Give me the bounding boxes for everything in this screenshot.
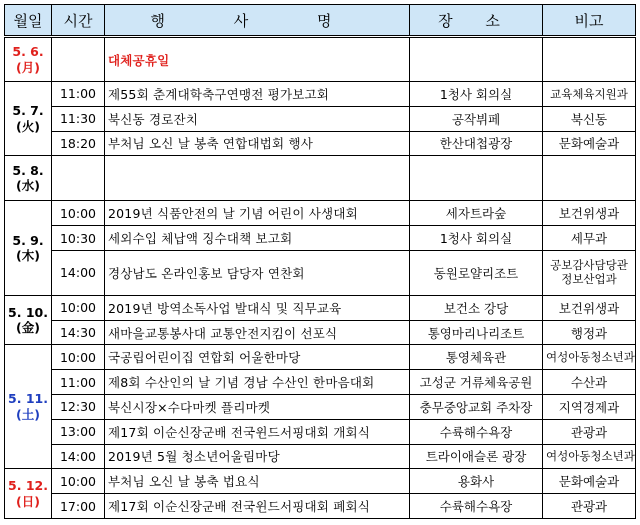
- place-cell: 통영마리나리조트: [410, 320, 543, 345]
- schedule-row: [5, 250, 636, 295]
- schedule-row: [5, 156, 636, 201]
- date-cell: [5, 37, 52, 82]
- event-name: 새마을교통봉사대 교통안전지킴이 선포식: [105, 320, 410, 345]
- department-line: 공보감사담당관: [550, 258, 628, 273]
- department-cell: 지역경제과: [543, 394, 636, 419]
- schedule-row: [5, 82, 636, 107]
- event-name: 부처님 오신 날 봉축 법요식: [105, 469, 410, 494]
- time-cell: 18:20: [52, 131, 105, 156]
- header-date: 월일: [5, 5, 52, 37]
- schedule-row: [5, 295, 636, 320]
- event-name: 제55회 춘계대학축구연맹전 평가보고회: [105, 82, 410, 107]
- time-cell: 10:00: [52, 295, 105, 320]
- date-text: 5. 12.: [8, 478, 48, 494]
- date-text: 5. 11.: [8, 391, 48, 407]
- event-name: 국공립어린이집 연합회 어울한마당: [105, 345, 410, 370]
- date-text: 5. 8.: [12, 162, 44, 178]
- time-cell: 11:00: [52, 82, 105, 107]
- date-text: 5. 10.: [8, 304, 48, 320]
- time-cell: 10:00: [52, 345, 105, 370]
- department-cell: 여성아동청소년과: [543, 444, 636, 469]
- schedule-row: [5, 131, 636, 156]
- event-name: 2019년 5월 청소년어울림마당: [105, 444, 410, 469]
- header-note: 비고: [543, 5, 636, 37]
- department-cell: 행정과: [543, 320, 636, 345]
- weekday-text: (金): [16, 320, 40, 336]
- weekday-text: (水): [16, 178, 40, 194]
- place-cell: 용화사: [410, 469, 543, 494]
- department-cell: [543, 250, 636, 295]
- header-place: 장 소: [410, 5, 543, 37]
- place-cell: 수륙해수욕장: [410, 494, 543, 519]
- schedule-body: [5, 37, 636, 519]
- schedule-row: [5, 469, 636, 494]
- time-cell: 13:00: [52, 419, 105, 444]
- event-name: 제17회 이순신장군배 전국윈드서핑대회 폐회식: [105, 494, 410, 519]
- schedule-row: [5, 394, 636, 419]
- time-cell: 12:30: [52, 394, 105, 419]
- schedule-row: [5, 201, 636, 226]
- time-cell: 14:30: [52, 320, 105, 345]
- place-cell: [410, 37, 543, 82]
- department-cell: 교육체육지원과: [543, 82, 636, 107]
- place-cell: 세자트라숲: [410, 201, 543, 226]
- schedule-row: [5, 444, 636, 469]
- time-cell: 10:30: [52, 226, 105, 251]
- place-cell: 수륙해수욕장: [410, 419, 543, 444]
- time-cell: 10:00: [52, 469, 105, 494]
- event-name: [105, 156, 410, 201]
- department-cell: 관광과: [543, 419, 636, 444]
- event-name: 2019년 식품안전의 날 기념 어린이 사생대회: [105, 201, 410, 226]
- schedule-row: [5, 226, 636, 251]
- weekday-text: (土): [16, 406, 40, 422]
- event-name: 대체공휴일: [105, 37, 410, 82]
- weekday-text: (日): [16, 493, 40, 509]
- schedule-row: [5, 106, 636, 131]
- time-cell: [52, 37, 105, 82]
- department-cell: 문화예술과: [543, 469, 636, 494]
- date-cell: [5, 156, 52, 201]
- time-cell: 17:00: [52, 494, 105, 519]
- department-cell: 보건위생과: [543, 201, 636, 226]
- place-cell: 공작뷔페: [410, 106, 543, 131]
- weekday-text: (木): [16, 248, 40, 264]
- date-text: 5. 7.: [12, 103, 44, 119]
- schedule-table: [4, 4, 636, 519]
- schedule-row: [5, 419, 636, 444]
- header-row: [5, 5, 636, 37]
- time-cell: 11:00: [52, 370, 105, 395]
- event-name: 2019년 방역소독사업 발대식 및 직무교육: [105, 295, 410, 320]
- event-name: 제17회 이순신장군배 전국윈드서핑대회 개회식: [105, 419, 410, 444]
- date-text: 5. 6.: [12, 43, 44, 59]
- department-cell: 문화예술과: [543, 131, 636, 156]
- time-cell: [52, 156, 105, 201]
- schedule-row: [5, 37, 636, 82]
- schedule-row: [5, 345, 636, 370]
- event-name: 제8회 수산인의 날 기념 경남 수산인 한마음대회: [105, 370, 410, 395]
- event-name: 세외수입 체납액 징수대책 보고회: [105, 226, 410, 251]
- place-cell: 보건소 강당: [410, 295, 543, 320]
- schedule-row: [5, 494, 636, 519]
- department-cell: [543, 37, 636, 82]
- department-cell: 북신동: [543, 106, 636, 131]
- event-name: 부처님 오신 날 봉축 연합대법회 행사: [105, 131, 410, 156]
- date-cell: [5, 295, 52, 345]
- date-cell: [5, 82, 52, 156]
- header-time: 시간: [52, 5, 105, 37]
- time-cell: 10:00: [52, 201, 105, 226]
- time-cell: 14:00: [52, 444, 105, 469]
- date-cell: [5, 345, 52, 469]
- date-cell: [5, 201, 52, 296]
- department-cell: 보건위생과: [543, 295, 636, 320]
- event-name: 경상남도 온라인홍보 담당자 연찬회: [105, 250, 410, 295]
- place-cell: 충무중앙교회 주차장: [410, 394, 543, 419]
- date-text: 5. 9.: [12, 232, 44, 248]
- place-cell: 동원로얄리조트: [410, 250, 543, 295]
- place-cell: 통영체육관: [410, 345, 543, 370]
- time-cell: 11:30: [52, 106, 105, 131]
- time-cell: 14:00: [52, 250, 105, 295]
- schedule-row: [5, 370, 636, 395]
- department-cell: [543, 156, 636, 201]
- department-cell: 수산과: [543, 370, 636, 395]
- event-name: 북신시장×수다마켓 플리마켓: [105, 394, 410, 419]
- place-cell: [410, 156, 543, 201]
- place-cell: 고성군 거류체육공원: [410, 370, 543, 395]
- weekday-text: (火): [16, 118, 40, 134]
- schedule-row: [5, 320, 636, 345]
- weekday-text: (月): [16, 59, 40, 75]
- place-cell: 1청사 회의실: [410, 82, 543, 107]
- department-line: 정보산업과: [561, 271, 617, 286]
- department-cell: 관광과: [543, 494, 636, 519]
- department-cell: 여성아동청소년과: [543, 345, 636, 370]
- place-cell: 1청사 회의실: [410, 226, 543, 251]
- date-cell: [5, 469, 52, 519]
- place-cell: 한산대첩광장: [410, 131, 543, 156]
- place-cell: 트라이애슬론 광장: [410, 444, 543, 469]
- header-event: 행 사 명: [105, 5, 410, 37]
- event-name: 북신동 경로잔치: [105, 106, 410, 131]
- department-cell: 세무과: [543, 226, 636, 251]
